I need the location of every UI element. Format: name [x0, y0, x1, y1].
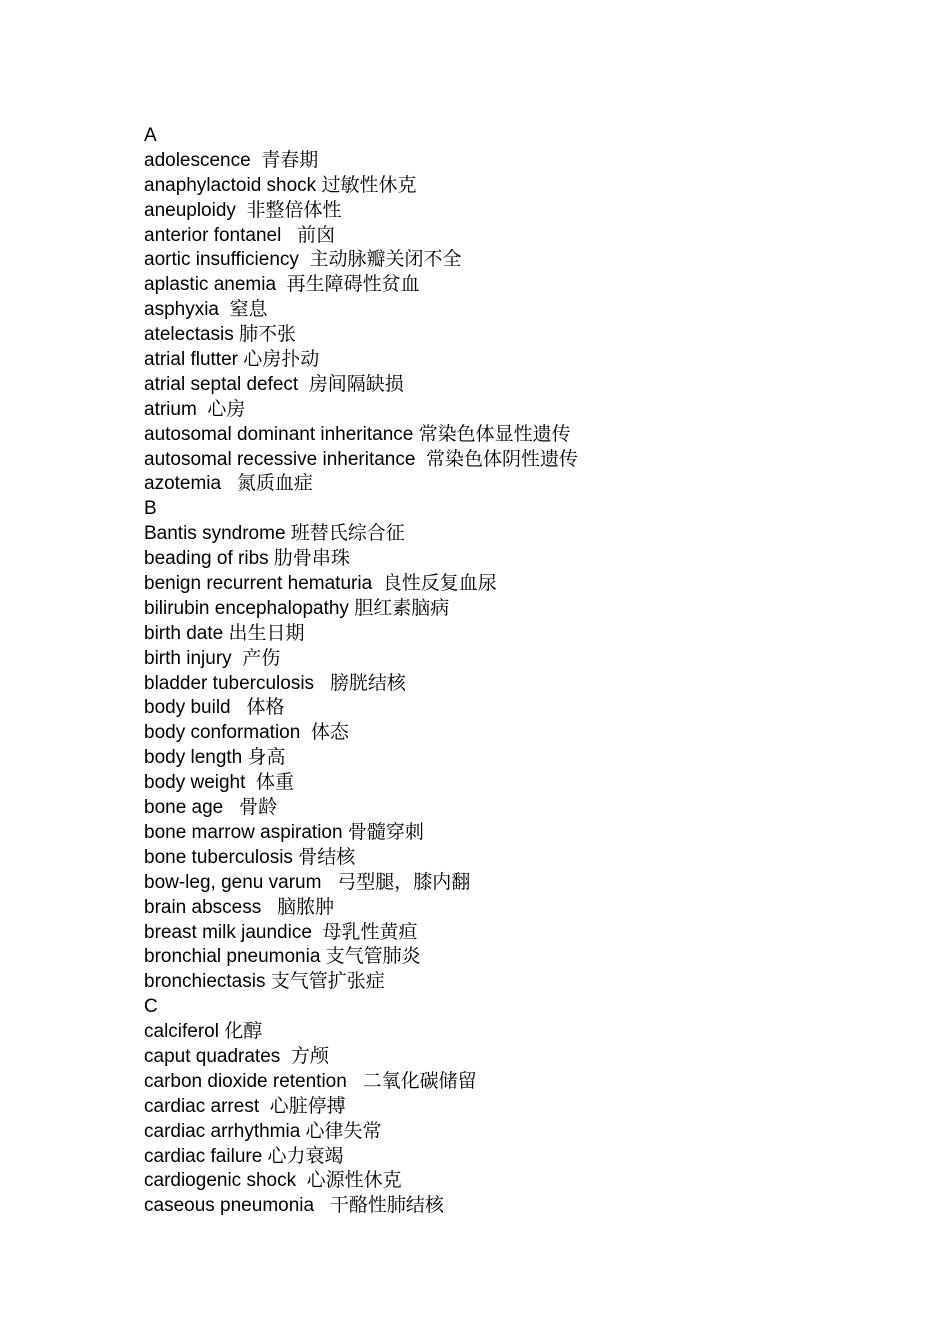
glossary-entry: atrium 心房: [144, 398, 246, 420]
glossary-entry: bow-leg, genu varum 弓型腿，膝内翻: [144, 871, 471, 893]
glossary-entry: beading of ribs 肋骨串珠: [144, 548, 350, 570]
glossary-entry: adolescence 青春期: [144, 149, 319, 171]
glossary-entry: bladder tuberculosis 膀胱结核: [144, 672, 406, 694]
glossary-entry: autosomal dominant inheritance 常染色体显性遗传: [144, 423, 571, 445]
glossary-entry: atelectasis 肺不张: [144, 324, 297, 346]
glossary-entry: bronchial pneumonia 支气管肺炎: [144, 946, 421, 968]
glossary-entry: bronchiectasis 支气管扩张症: [144, 971, 385, 993]
glossary-entry: bilirubin encephalopathy 胆红素脑病: [144, 597, 450, 619]
section-letter-c: C: [144, 996, 158, 1018]
glossary-entry: asphyxia 窒息: [144, 299, 268, 321]
glossary-entry: body build 体格: [144, 697, 285, 719]
glossary-entry: benign recurrent hematuria 良性反复血尿: [144, 573, 497, 595]
glossary-entry: carbon dioxide retention 二氧化碳储留: [144, 1070, 477, 1092]
glossary-entry: birth injury 产伤: [144, 647, 281, 669]
glossary-entry: cardiogenic shock 心源性休克: [144, 1170, 402, 1192]
glossary-list: [144, 124, 578, 1219]
glossary-entry: aortic insufficiency 主动脉瓣关闭不全: [144, 249, 462, 271]
glossary-entry: cardiac arrest 心脏停搏: [144, 1095, 346, 1117]
glossary-entry: anterior fontanel 前囟: [144, 224, 336, 246]
glossary-entry: body conformation 体态: [144, 722, 349, 744]
glossary-entry: atrial flutter 心房扑动: [144, 349, 320, 371]
glossary-entry: bone marrow aspiration 骨髓穿刺: [144, 821, 424, 843]
glossary-entry: aneuploidy 非整倍体性: [144, 199, 342, 221]
glossary-entry: brain abscess 脑脓肿: [144, 896, 335, 918]
glossary-entry: autosomal recessive inheritance 常染色体阴性遗传: [144, 448, 578, 470]
glossary-entry: birth date 出生日期: [144, 622, 305, 644]
glossary-entry: atrial septal defect 房间隔缺损: [144, 373, 404, 395]
glossary-entry: caput quadrates 方颅: [144, 1045, 329, 1067]
glossary-entry: cardiac failure 心力衰竭: [144, 1145, 344, 1167]
glossary-entry: cardiac arrhythmia 心律失常: [144, 1120, 382, 1142]
glossary-entry: bone age 骨龄: [144, 797, 278, 819]
glossary-entry: calciferol 化醇: [144, 1021, 263, 1043]
glossary-entry: body length 身高: [144, 747, 286, 769]
glossary-entry: anaphylactoid shock 过敏性休克: [144, 174, 417, 196]
section-letter-a: A: [144, 125, 157, 146]
glossary-entry: Bantis syndrome 班替氏综合征: [144, 523, 405, 545]
glossary-entry: caseous pneumonia 干酪性肺结核: [144, 1195, 444, 1217]
glossary-entry: azotemia 氮质血症: [144, 473, 313, 495]
glossary-entry: aplastic anemia 再生障碍性贫血: [144, 274, 420, 296]
glossary-entry: bone tuberculosis 骨结核: [144, 846, 356, 868]
glossary-entry: breast milk jaundice 母乳性黄疸: [144, 921, 418, 943]
glossary-entry: body weight 体重: [144, 772, 294, 794]
section-letter-b: B: [144, 498, 157, 520]
